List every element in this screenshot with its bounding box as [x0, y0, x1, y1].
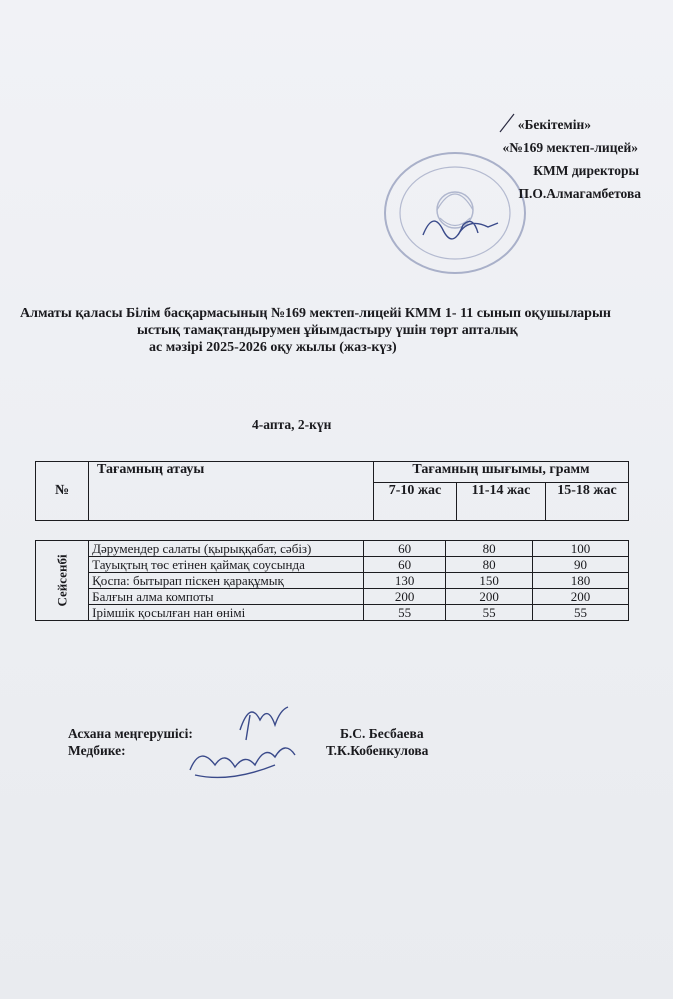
- signature-names: [326, 725, 428, 759]
- col-name-header: Тағамның атауы: [89, 462, 374, 521]
- approval-line-3: КММ директоры: [533, 163, 639, 178]
- portion-value: 55: [533, 605, 629, 621]
- approval-line-4: П.О.Алмагамбетова: [518, 186, 641, 201]
- portion-value: 200: [446, 589, 533, 605]
- table-row: [36, 573, 629, 589]
- name-kitchen-head: Б.С. Бесбаева: [340, 726, 424, 741]
- portion-value: 55: [446, 605, 533, 621]
- col-yield-header: Тағамның шығымы, грамм: [374, 462, 629, 483]
- approval-line-1: «Бекітемін»: [517, 117, 591, 132]
- title-line-1: Алматы қаласы Білім басқармасының №169 мектеп-лицейі КММ 1- 11 сынып оқушыларын: [20, 306, 611, 321]
- approval-block: [503, 118, 641, 210]
- dish-name: Дәрумендер салаты (қырыққабат, сәбіз): [89, 541, 364, 557]
- dish-name: Балғын алма компоты: [89, 589, 364, 605]
- portion-value: 130: [364, 573, 446, 589]
- col-number-header: №: [36, 462, 89, 521]
- role-nurse: Медбике:: [68, 743, 126, 758]
- approval-line-2: «№169 мектеп-лицей»: [502, 140, 638, 155]
- dish-name: Қоспа: бытырап піскен қарақұмық: [89, 573, 364, 589]
- portion-value: 150: [446, 573, 533, 589]
- portion-value: 80: [446, 541, 533, 557]
- portion-value: 60: [364, 541, 446, 557]
- portion-value: 200: [364, 589, 446, 605]
- dish-name: Тауықтың төс етінен қаймақ соусында: [89, 557, 364, 573]
- menu-table: [35, 540, 629, 621]
- day-label: Сейсенбі: [54, 554, 70, 607]
- portion-value: 60: [364, 557, 446, 573]
- title-line-2: ыстық тамақтандырумен ұйымдастыру үшін төрт апталық: [137, 323, 518, 338]
- portion-value: 180: [533, 573, 629, 589]
- staff-signatures: [180, 695, 310, 790]
- portion-value: 55: [364, 605, 446, 621]
- portion-value: 200: [533, 589, 629, 605]
- role-kitchen-head: Асхана меңгерушісі:: [68, 726, 193, 741]
- table-row: [36, 605, 629, 621]
- table-row: [36, 589, 629, 605]
- week-day-label: 4-апта, 2-күн: [252, 417, 332, 432]
- age-group-header: 15-18 жас: [546, 483, 629, 521]
- dish-name: Ірімшік қосылған нан өнімі: [89, 605, 364, 621]
- table-row: [36, 557, 629, 573]
- portion-value: 100: [533, 541, 629, 557]
- portion-value: 90: [533, 557, 629, 573]
- day-cell: [36, 541, 89, 621]
- age-group-header: 11-14 жас: [457, 483, 546, 521]
- menu-table-header: [35, 461, 629, 521]
- portion-value: 80: [446, 557, 533, 573]
- title-line-3: ас мәзірі 2025-2026 оқу жылы (жаз-күз): [149, 340, 397, 355]
- signature-roles: [68, 725, 193, 759]
- name-nurse: Т.К.Кобенкулова: [326, 743, 429, 758]
- table-row: [36, 541, 629, 557]
- director-signature: [418, 205, 503, 245]
- document-title: [0, 305, 673, 356]
- age-group-header: 7-10 жас: [374, 483, 457, 521]
